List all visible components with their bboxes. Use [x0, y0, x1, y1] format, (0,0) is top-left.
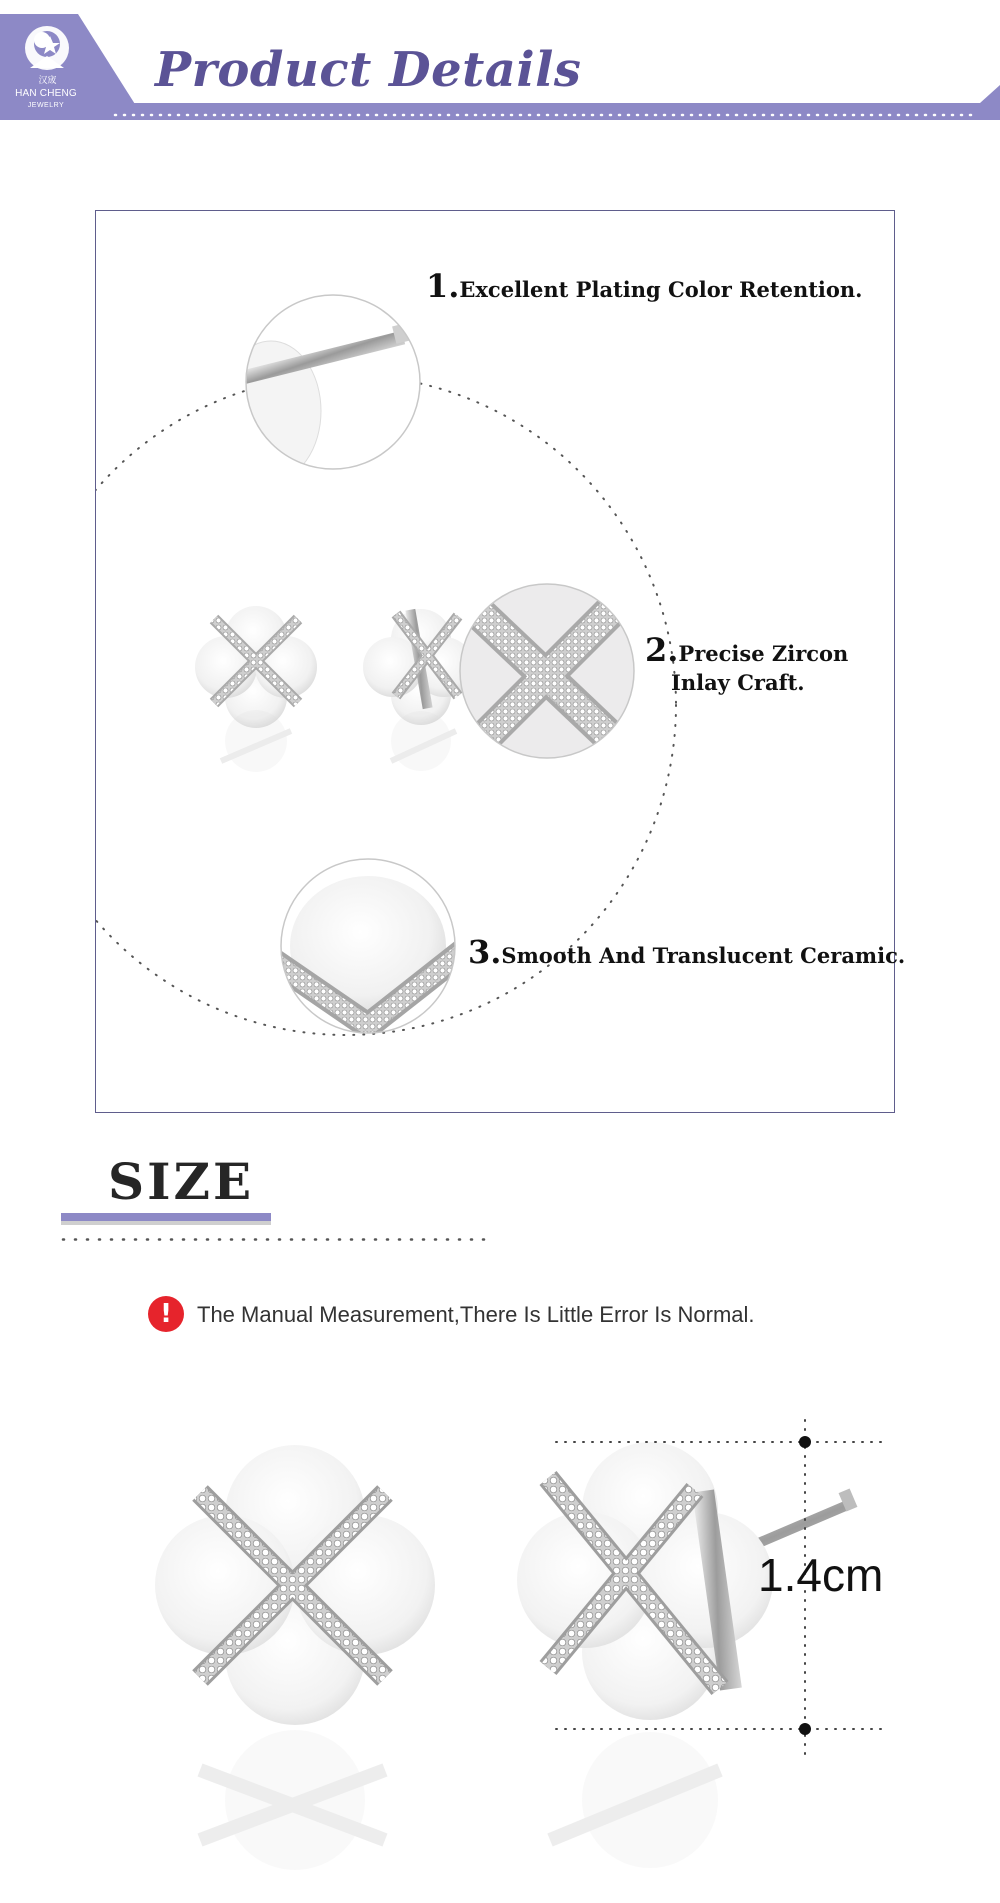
feature-1-number: 1. [426, 267, 460, 305]
feature-1 [426, 267, 862, 305]
size-earring-front-reflection [200, 1730, 385, 1870]
brand-name: HAN CHENG [15, 88, 77, 99]
size-earring-front-image [155, 1445, 435, 1725]
feature-2 [645, 631, 848, 669]
size-underline-accent [61, 1213, 271, 1221]
feature-2-number: 2. [645, 631, 679, 669]
size-heading: SIZE [108, 1152, 255, 1211]
zoom-circle-plating [221, 295, 420, 481]
earring-front-reflection [221, 710, 291, 772]
size-earring-side-reflection [550, 1732, 720, 1868]
zoom-circle-zircon [451, 581, 646, 771]
earring-side-reflection [391, 711, 456, 771]
feature-3 [468, 933, 905, 971]
brand-subtitle: JEWELRY [27, 102, 65, 109]
size-underline-grey [61, 1221, 271, 1225]
size-dotted-divider [61, 1238, 491, 1241]
size-illustration [0, 1380, 1000, 1903]
dimension-label: 1.4cm [758, 1549, 884, 1601]
earring-front-image [195, 606, 317, 728]
feature-3-number: 3. [468, 933, 502, 971]
feature-2-label-line1: Precise Zircon [678, 641, 849, 666]
zoom-circle-ceramic [266, 859, 476, 1033]
feature-2-label-line2: Inlay Craft. [671, 670, 805, 695]
feature-3-label: Smooth And Translucent Ceramic. [501, 943, 906, 968]
brand-chinese-name: 汉宬 [38, 75, 57, 85]
brand-logo-icon [25, 26, 69, 70]
exclamation-icon: ! [148, 1296, 184, 1332]
feature-box [95, 210, 906, 1113]
feature-1-label: Excellent Plating Color Retention. [459, 277, 863, 302]
page-title: Product Details [155, 42, 582, 98]
measurement-warning: The Manual Measurement,There Is Little Error Is Normal. [197, 1302, 755, 1327]
